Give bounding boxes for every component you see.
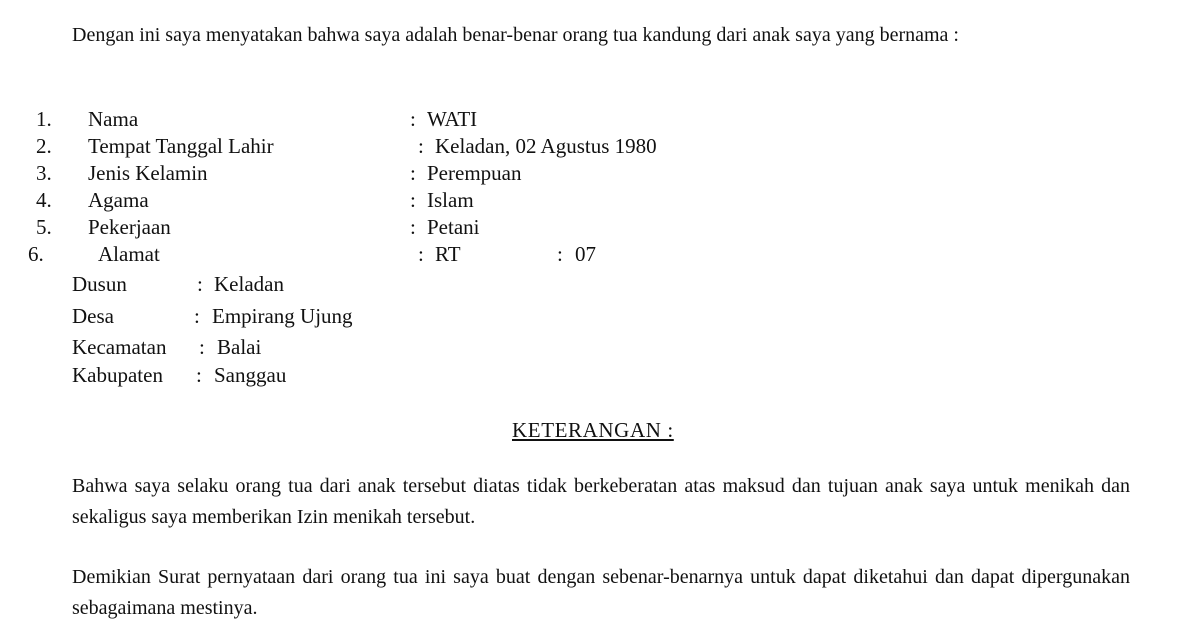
item-number: 3. [36,161,52,185]
item-value: WATI [427,107,478,131]
item-value: Islam [427,188,474,212]
address-separator: : [197,272,203,296]
item-separator: : [410,107,416,131]
item-value: Petani [427,215,480,239]
address-value: Sanggau [214,363,287,387]
address-label: Kabupaten [72,363,163,387]
item-separator: : [410,188,416,212]
item-number: 2. [36,134,52,158]
item-number: 6. [28,242,44,266]
item-value: Perempuan [427,161,522,185]
address-label: Dusun [72,272,127,296]
item-separator: : [418,134,424,158]
item-secondary-value: 07 [575,242,596,266]
item-secondary-separator: : [557,242,563,266]
address-value: Balai [217,335,262,359]
item-label: Jenis Kelamin [88,161,208,185]
item-label: Tempat Tanggal Lahir [88,134,274,158]
statement-paragraph: Bahwa saya selaku orang tua dari anak tersebut diatas tidak berkeberatan atas maksud dan tujuan anak saya untuk menikah dan sekaligus saya memberikan Izin menikah tersebut. [72,475,1130,528]
closing-paragraph: Demikian Surat pernyataan dari orang tua ini saya buat dengan sebenar-benarnya untuk dapat diketahui dan dapat dipergunakan sebagaimana mestinya. [72,566,1130,619]
item-label: Agama [88,188,149,212]
address-separator: : [196,363,202,387]
address-value: Keladan [214,272,284,296]
item-label: Pekerjaan [88,215,171,239]
address-label: Desa [72,304,114,328]
item-label: Nama [88,107,139,131]
item-separator: : [410,215,416,239]
intro-statement: Dengan ini saya menyatakan bahwa saya adalah benar-benar orang tua kandung dari anak saya yang bernama : [72,24,959,46]
section-heading: KETERANGAN : [512,418,674,442]
item-number: 5. [36,215,52,239]
address-value: Empirang Ujung [212,304,353,328]
address-separator: : [194,304,200,328]
address-separator: : [199,335,205,359]
item-value: Keladan, 02 Agustus 1980 [435,134,657,158]
item-value: RT [435,242,461,266]
item-number: 1. [36,107,52,131]
item-label: Alamat [98,242,160,266]
item-number: 4. [36,188,52,212]
address-label: Kecamatan [72,335,167,359]
item-separator: : [418,242,424,266]
item-separator: : [410,161,416,185]
